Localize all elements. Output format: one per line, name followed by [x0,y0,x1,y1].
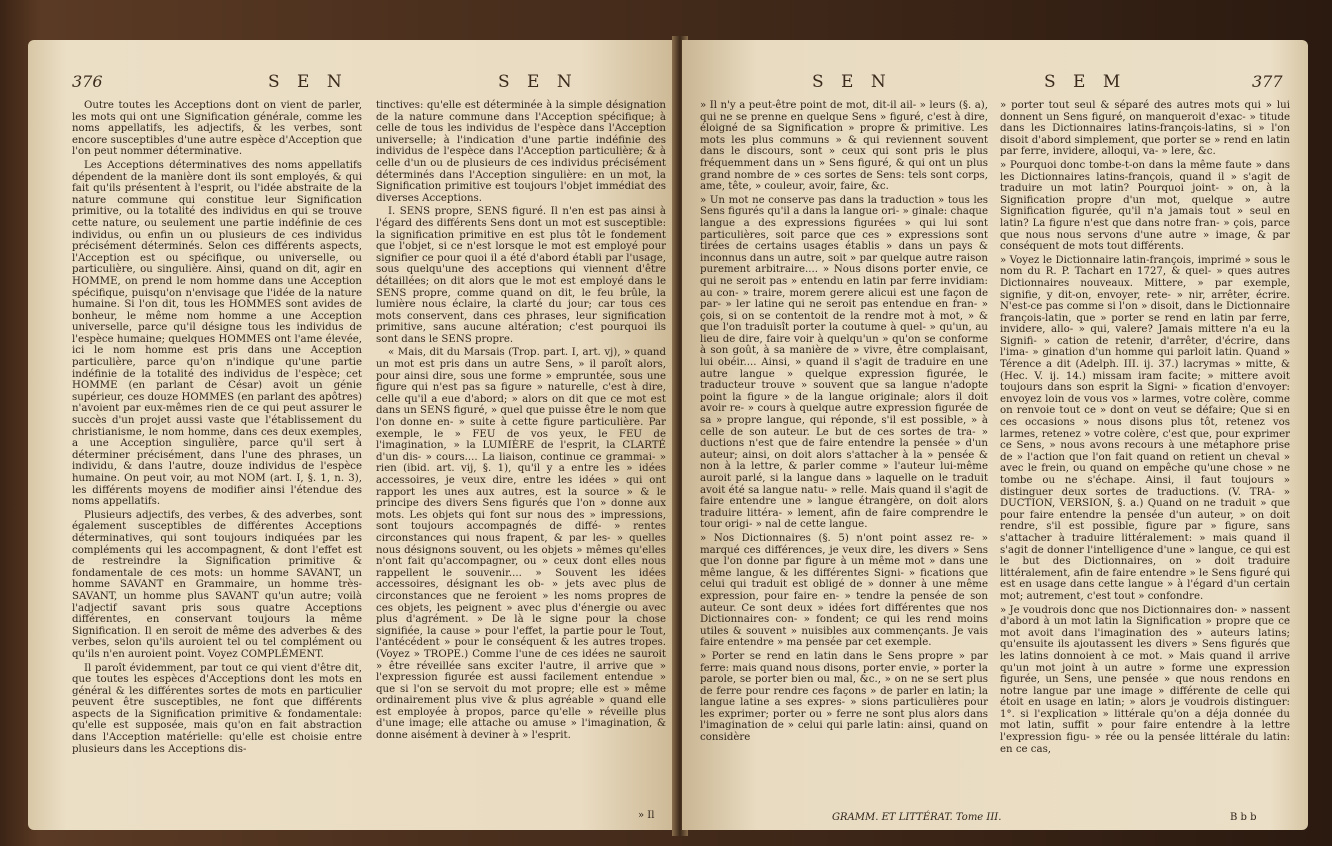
text-column-1 [700,100,988,746]
paragraph: Outre toutes les Acceptions dont on vient de parler, les mots qui ont une Signification générale, comme les noms appellatifs, les adjectifs, & les verbes, sont encore susceptibles d'une autre espèce d'Acception que l'on peut nommer déterminative. [72,100,362,158]
paragraph: tinctives: qu'elle est déterminée à la simple désignation de la nature commune dans l'Acception spécifique; à celle de tous les individus de l'espèce dans l'Acception universelle; à l'indication d'une partie indéfinie des individus de l'espèce dans l'Acception particulière; & à celle d'un ou de plusieurs de ces individus précisément déterminés dans l'Acception singulière: en un mot, la Signification primitive est toujours l'objet immédiat des diverses Acceptions. [376,100,666,204]
running-head-right: S E M [1044,72,1127,92]
text-column-2 [1000,100,1290,757]
paragraph: » Je voudrois donc que nos Dictionnaires don- » nassent d'abord à un mot latin la Signification » propre que ce mot avoit dans l'imagination des » auteurs latins; qu'ensuite ils ajoutassent les divers » Sens figurés que les latins donnoient à ce mot. » Mais quand il arrive qu'un mot joint à un autre » forme une expression figurée, un Sens, une pensée » que nous rendons en notre langue par une image » différente de celle qui étoit en usage en latin; » alors je voudrois distinguer: 1°. si l'explication » littérale qu'on a déja donnée du mot latin, suffit » pour faire entendre à la lettre l'expression figu- » rée ou la pensée littérale du latin: en ce cas, [1000,604,1290,755]
signature-letters: B b b [1230,812,1257,823]
paragraph: » Voyez le Dictionnaire latin-françois, imprimé » sous le nom du R. P. Tachart en 1727, & quel- » ques autres Dictionnaires nouveaux. Mittere, » par exemple, signifie, y dit-on, envoyer, rete- » nir, arrêter, écrire. N'est-ce pas comme si l'on » disoit, dans le Dictionnaire françois-latin, que » porter se rend en latin par ferre, invidere, allo- » qui, valere? Jamais mittere n'a eu la Signifi- » cation de retenir, d'arrêter, d'écrire, dans l'ima- » gination d'un homme qui parloit latin. Quand » Térence a dit (Adelph. III. ij. 37.) lacrymas » mitte, & (Hec. V. ij. 14.) missam iram facite; » mittere avoit toujours dans son esprit la Signi- » fication d'envoyer: envoyez loin de vous vos » larmes, votre colère, comme on renvoie tout ce » dont on veut se défaire; Que si en ces occasions » nous disons plus tôt, retenez vos larmes, retenez » votre colère, c'est que, pour exprimer ce Sens, » nous avons recours à une métaphore prise de » l'action que l'on fait quand on retient un cheval » avec le frein, ou quand on empêche qu'une chose » ne tombe ou ne s'échape. Ainsi, il faut toujours » distinguer deux sortes de traductions. (V. TRA- » DUCTION, VERSION, §. a.) Quand on ne traduit » que pour faire entendre la pensée d'un auteur, » on doit rendre, s'il est possible, figure par » figure, sans s'attacher à traduire littéralement: » mais quand il s'agit de donner l'intelligence d'une » langue, ce qui est le but des Dictionnaires, on » doit traduire littéralement, afin de faire entendre » le Sens figuré qui est en usage dans cette langue » à l'égard d'un certain mot; autrement, c'est tout » confondre. [1000,254,1290,602]
paragraph: » Un mot ne conserve pas dans la traduction » tous les Sens figurés qu'il a dans la langue ori- » ginale: chaque langue a des expressions figurées » qui lui sont particulières, soit parce que ces » expressions sont tirées de certains usages établis » dans un pays & inconnus dans un autre, soit » par quelque autre raison purement arbitraire.... » Nous disons porter envie, ce qui ne seroit pas » entendu en latin par ferre invidiam: au con- » traire, morem gerere alicui est une façon de par- » ler latine qui ne seroit pas entendue en fran- » çois, si on se contentoit de la rendre mot à mot, » & que l'on traduisît porter la coutume à quel- » qu'un, au lieu de dire, faire voir à quelqu'un » qu'on se conforme à son goût, à sa manière de » vivre, être complaisant, lui obéir.... Ainsi, » quand il s'agit de traduire en une autre langue » quelque expression figurée, le traducteur trouve » souvent que sa langue n'adopte point la figure » de la langue originale; alors il doit avoir re- » cours à quelque autre expression figurée de sa » propre langue, qui réponde, s'il est possible, » à celle de son auteur. Le but de ces sortes de tra- » ductions n'est que de faire entendre la pensée » d'un auteur; ainsi, on doit alors s'attacher à la » pensée & non à la lettre, & parler comme » l'auteur lui-même auroit parlé, si la langue dans » laquelle on le traduit avoit été sa langue natu- » relle. Mais quand il s'agit de faire entendre une » langue étrangère, on doit alors traduire littéra- » lement, afin de faire comprendre le tour origi- » nal de cette langue. [700,194,988,531]
paragraph: » Nos Dictionnaires (§. 5) n'ont point assez re- » marqué ces différences, je veux dire, les divers » Sens que l'on donne par figure à un même mot » dans une même langue, & les différentes Signi- » fications que celui qui traduit est obligé de » donner à une même expression, pour faire en- » tendre la pensée de son auteur. Ce sont deux » idées fort différentes que nos Dictionnaires con- » fondent; ce qui les rend moins utiles & souvent » nuisibles aux commençants. Je vais faire entendre » ma pensée par cet exemple. [700,532,988,649]
paragraph: Il paroît évidemment, par tout ce qui vient d'être dit, que toutes les espèces d'Acceptions dont les mots en général & les différentes sortes de mots en particulier peuvent être susceptibles, ne font que différents aspects de la Signification primitive & fondamentale: qu'elle est supposée, mais qu'on en fait abstraction dans l'Acception matérielle: qu'elle est choisie entre plusieurs dans les Acceptions dis- [72,662,362,755]
signature-mark: GRAMM. ET LITTÉRAT. Tome III. [832,812,1002,823]
text-column-2 [376,100,666,744]
paragraph: » Porter se rend en latin dans le Sens propre » par ferre: mais quand nous disons, porter envie, » porter la parole, se porter bien ou mal, &c., » on ne se sert plus de ferre pour rendre ces façons » de parler en latin; la langue latine a ses expres- » sions particulières pour les exprimer; porter ou » ferre ne sont plus alors dans l'imagination de » celui qui parle latin: ainsi, quand on considère [700,650,988,744]
catchword: » Il [638,810,655,821]
paragraph: Plusieurs adjectifs, des verbes, & des adverbes, sont également susceptibles de différentes Acceptions déterminatives, qui sont toujours indiquées par les compléments qui les accompagnent, & dont l'effet est de restreindre la Signification primitive & fondamentale de ces mots: un homme SAVANT, un homme SAVANT en Grammaire, un homme très-SAVANT, un homme plus SAVANT qu'un autre; voilà l'adjectif savant pris sous quatre Acceptions différentes, en conservant toujours la même Signification. Il en seroit de même des adverbes & des verbes, selon qu'ils auroient tel ou tel complément ou qu'ils n'en auroient point. Voyez COMPLÉMENT. [72,509,362,660]
paragraph: Les Acceptions déterminatives des noms appellatifs dépendent de la manière dont ils sont employés, & qui fait qu'ils présentent à l'esprit, ou l'idée abstraite de la nature commune qui constitue leur Signification primitive, ou la totalité des individus en qui se trouve cette nature, ou seulement une partie indéfinie de ces individus, ou enfin un ou plusieurs de ces individus précisément déterminés. Selon ces différents aspects, l'Acception est ou spécifique, ou universelle, ou particulière, ou singulière. Ainsi, quand on dit, agir en HOMME, on prend le nom homme dans une Acception spécifique, puisqu'on n'envisage que l'idée de la nature humaine. Si l'on dit, tous les HOMMES sont avides de bonheur, le même nom homme a une Acception universelle, parce qu'il désigne tous les individus de l'espèce humaine; quelques HOMMES ont l'ame élevée, ici le nom homme est pris dans une Acception particulière, parce qu'on n'indique qu'une partie indéfinie de la totalité des individus de l'espèce; cet HOMME (en parlant de César) avoit un génie supérieur, ces douze HOMMES (en parlant des apôtres) n'avoient par eux-mêmes rien de ce qui peut assurer le succès d'un projet aussi vaste que l'établissement du christianisme, le nom homme, dans ces deux exemples, a une Acception singulière, parce qu'il sert à déterminer précisément, dans l'une des phrases, un individu, & dans l'autre, douze individus de l'espèce humaine. On peut voir, au mot NOM (art. I, §. 1, n. 3), les différents moyens de modifier ainsi l'étendue des noms appellatifs. [72,159,362,508]
page-number: 376 [72,72,103,91]
running-head-right: S E N [498,72,578,92]
paragraph: » Pourquoi donc tombe-t-on dans la même faute » dans les Dictionnaires latins-françois, quand il » s'agit de traduire un mot latin? Pourquoi joint- » on, à la Signification propre d'un mot, quelque » autre Signification figurée, qu'il n'a jamais tout » seul en latin? La figure n'est que dans notre fran- » çois, parce que nous nous servons d'une autre » image, & par conséquent de mots tout différents. [1000,159,1290,253]
paragraph: » porter tout seul & séparé des autres mots qui » lui donnent un Sens figuré, on manqueroit d'exac- » titude dans les Dictionnaires latins-françois-latins, si » l'on disoit d'abord simplement, que porter se » rend en latin par ferre, invidere, alloqui, va- » lere, &c. [1000,100,1290,158]
running-head-left: S E N [268,72,348,92]
left-page [28,40,678,830]
paragraph: I. SENS propre, SENS figuré. Il n'en est pas ainsi à l'égard des différents Sens dont un mot est susceptible: la signification primitive en est plus tôt le fondement que l'objet, si ce n'est lorsque le mot est employé pour signifier ce pour quoi il a été d'abord établi par l'usage, sous quelqu'une des acceptions qui viennent d'être détaillées; on dit alors que le mot est employé dans le SENS propre, comme quand on dit, le feu brûle, la lumière nous éclaire, la clarté du jour; car tous ces mots conservent, dans ces phrases, leur signification primitive, sans aucune altération; c'est pourquoi ils sont dans le SENS propre. [376,206,666,345]
running-head-left: S E N [812,72,892,92]
text-column-1 [72,100,362,757]
right-page [682,40,1308,830]
paragraph: » Il n'y a peut-être point de mot, dit-il ail- » leurs (§. a), qui ne se prenne en quelque Sens » figuré, c'est à dire, éloigné de sa Signification » propre & primitive. Les mots les plus communs » & qui reviennent souvent dans le discours, sont » ceux qui sont pris le plus fréquemment dans un » Sens figuré, & qui ont un plus grand nombre de » ces sortes de Sens: tels sont corps, ame, tête, » couleur, avoir, faire, &c. [700,100,988,193]
page-number: 377 [1252,72,1283,91]
paragraph: « Mais, dit du Marsais (Trop. part. I, art. vj), » quand un mot est pris dans un autre Sens, » il paroît alors, pour ainsi dire, sous une forme » empruntée, sous une figure qui n'est pas sa figure » naturelle, c'est à dire, celle qu'il a eue d'abord; » alors on dit que ce mot est dans un SENS figuré, » quel que puisse être le nom que l'on donne en- » suite à cette figure particulière. Par exemple, le » FEU de vos yeux, le FEU de l'imagination, » la LUMIÈRE de l'esprit, la CLARTÉ d'un dis- » cours.... La liaison, continue ce grammai- » rien (ibid. art. vij, §. 1), qu'il y a entre les » idées accessoires, je veux dire, entre les idées » qui ont rapport les unes aux autres, est la source » & le principe des divers Sens figurés que l'on » donne aux mots. Les objets qui font sur nous des » impressions, sont toujours accompagnés de diffé- » rentes circonstances qui nous frapent, & par les- » quelles nous désignons souvent, ou les objets » mêmes qu'elles n'ont fait qu'accompagner, ou » ceux dont elles nous rappellent le souvenir.... » Souvent les idées accessoires, désignant les ob- » jets avec plus de circonstances que ne feroient » les noms propres de ces objets, les peignent » avec plus d'énergie ou avec plus d'agrément. » De là le signe pour la chose signifiée, la cause » pour l'effet, la partie pour le Tout, l'antécédent » pour le conséquent & les autres tropes. (Voyez » TROPE.) Comme l'une de ces idées ne sauroit » être réveillée sans exciter l'autre, il arrive que » l'expression figurée est aussi facilement entendue » que si l'on se servoit du mot propre; elle est » même ordinairement plus vive & plus agréable » quand elle est employée à propos, parce qu'elle » réveille plus d'une image; elle attache ou amuse » l'imagination, & donne aisément à deviner à » l'esprit. [376,347,666,742]
